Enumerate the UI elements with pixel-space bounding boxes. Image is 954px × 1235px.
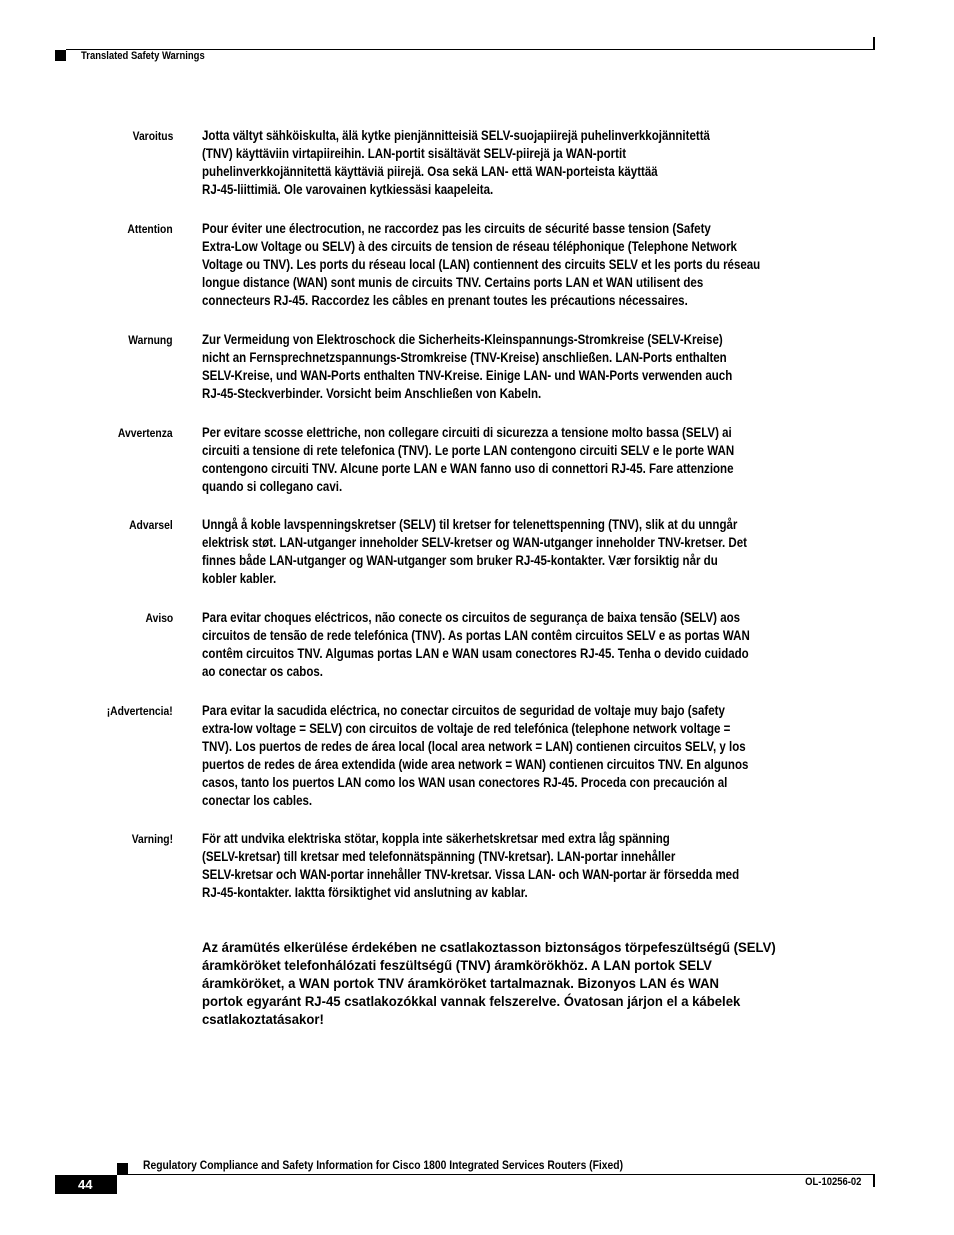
- warning-label: Warnung: [128, 333, 173, 347]
- text-line: csatlakoztatásakor!: [202, 1012, 324, 1027]
- text-line: RJ-45-kontakter. Iaktta försiktighet vid anslutning av kablar.: [202, 885, 528, 900]
- text-line: extra-low voltage = SELV) con circuitos de voltaje de red telefónica (telephone network voltage =: [202, 721, 731, 736]
- text-line: SELV-Kreise, und WAN-Ports enthalten TNV-Kreise. Einige LAN- und WAN-Ports verwenden auch: [202, 368, 733, 383]
- footer-marker: [117, 1163, 128, 1174]
- warning-text: [202, 516, 864, 588]
- warning-text: [202, 702, 864, 810]
- text-line: (SELV-kretsar) till kretsar med telefonnätspänning (TNV-kretsar). LAN-portar innehåller: [202, 849, 676, 864]
- warning-text: [202, 830, 864, 902]
- warning-label: Attention: [127, 222, 173, 236]
- text-line: Extra-Low Voltage ou SELV) à des circuits de tension de réseau téléphonique (Telephone Network: [202, 239, 737, 254]
- text-line: Jotta vältyt sähköiskulta, älä kytke pienjännitteisiä SELV-suojapiirejä puhelinverkkojännitettä: [202, 128, 710, 143]
- text-line: RJ-45-liittimiä. Ole varovainen kytkiessäsi kaapeleita.: [202, 182, 494, 197]
- doc-number: OL-10256-02: [804, 1176, 861, 1188]
- text-line: áramköröket telefonhálózati feszültségű (TNV) áramkörökhöz. A LAN portok SELV: [202, 958, 712, 973]
- footer-rule: [117, 1174, 874, 1175]
- text-line: TNV). Los puertos de redes de área local (local area network = LAN) contienen circuitos SELV, y los: [202, 739, 746, 754]
- text-line: SELV-kretsar och WAN-portar innehåller TNV-kretsar. Vissa LAN- och WAN-portar är försedda med: [202, 867, 740, 882]
- text-line: nicht an Fernsprechnetzspannungs-Stromkreise (TNV-Kreise) anschließen. LAN-Ports enthalten: [202, 350, 727, 365]
- text-line: circuiti a tensione di rete telefonica (TNV). Le porte LAN contengono circuiti SELV e le porte WAN: [202, 443, 735, 458]
- header-tick: [873, 37, 875, 50]
- text-line: connecteurs RJ-45. Raccordez les câbles en prenant toutes les précautions nécessaires.: [202, 293, 688, 308]
- warning-label: Advarsel: [129, 518, 173, 532]
- text-line: portok egyaránt RJ-45 csatlakozókkal vannak felszerelve. Óvatosan járjon el a kábelek: [202, 994, 741, 1009]
- text-line: contengono circuiti TNV. Alcune porte LAN e WAN fanno uso di connettori RJ-45. Fare attenzione: [202, 461, 734, 476]
- section-title: Translated Safety Warnings: [81, 50, 205, 62]
- text-line: Pour éviter une électrocution, ne raccordez pas les circuits de sécurité basse tension (Safety: [202, 221, 711, 236]
- warning-text: [202, 220, 864, 310]
- text-line: puertos de redes de área extendida (wide area network = WAN) contienen circuitos TNV. En algunos: [202, 757, 749, 772]
- warning-label: Varning!: [131, 832, 173, 846]
- text-line: longue distance (WAN) sont munis de circuits TNV. Certains ports LAN et WAN utilisent des: [202, 275, 704, 290]
- warning-text: [202, 331, 864, 403]
- warning-text: [202, 424, 864, 496]
- page-number: 44: [55, 1175, 117, 1194]
- text-line: Unngå å koble lavspenningskretser (SELV) til kretser for telenettspenning (TNV), slik at du unngår: [202, 517, 738, 532]
- text-line: Voltage ou TNV). Les ports du réseau local (LAN) contiennent des circuits SELV et les ports du réseau: [202, 257, 761, 272]
- warning-text: [202, 609, 864, 681]
- warning-label: Avvertenza: [118, 426, 173, 440]
- text-line: áramköröket, a WAN portok TNV áramköröket tartalmaznak. Bizonyos LAN és WAN: [202, 976, 720, 991]
- text-line: För att undvika elektriska stötar, koppla inte säkerhetskretsar med extra låg spänning: [202, 831, 670, 846]
- text-line: Az áramütés elkerülése érdekében ne csatlakoztasson biztonságos törpefeszültségű (SELV): [202, 940, 776, 955]
- text-line: kobler kabler.: [202, 571, 277, 586]
- text-line: conectar los cables.: [202, 793, 313, 808]
- warning-label: ¡Advertencia!: [107, 704, 173, 718]
- text-line: elektrisk støt. LAN-utganger inneholder SELV-kretser og WAN-utganger inneholder TNV-kretser. Det: [202, 535, 747, 550]
- text-line: finnes både LAN-utganger og WAN-utganger som bruker RJ-45-kontakter. Vær forsiktig når du: [202, 553, 718, 568]
- text-line: contêm circuitos TNV. Algumas portas LAN e WAN usam conectores RJ-45. Tenha o devido cuidado: [202, 646, 749, 661]
- text-line: ao conectar os cabos.: [202, 664, 323, 679]
- warning-text: [202, 939, 954, 1029]
- text-line: circuitos de tensão de rede telefónica (TNV). As portas LAN contêm circuitos SELV e as portas WAN: [202, 628, 750, 643]
- warning-label: Aviso: [145, 611, 173, 625]
- warning-text: [202, 127, 864, 199]
- text-line: Para evitar choques eléctricos, não conecte os circuitos de segurança de baixa tensão (SELV) aos: [202, 610, 741, 625]
- warning-label: Varoitus: [132, 129, 173, 143]
- header-marker: [55, 50, 66, 61]
- text-line: Zur Vermeidung von Elektroschock die Sicherheits-Kleinspannungs-Stromkreise (SELV-Kreise): [202, 332, 723, 347]
- footer-tick: [873, 1174, 875, 1187]
- text-line: RJ-45-Steckverbinder. Vorsicht beim Anschließen von Kabeln.: [202, 386, 542, 401]
- text-line: casos, tanto los puertos LAN como los WAN usan conectores RJ-45. Proceda con precaución al: [202, 775, 728, 790]
- text-line: quando si collegano cavi.: [202, 479, 343, 494]
- text-line: Per evitare scosse elettriche, non collegare circuiti di sicurezza a tensione molto bassa (SELV) ai: [202, 425, 732, 440]
- text-line: Para evitar la sacudida eléctrica, no conectar circuitos de seguridad de voltaje muy bajo (safety: [202, 703, 725, 718]
- footer-doc-title: Regulatory Compliance and Safety Information for Cisco 1800 Integrated Services Routers (Fixed): [143, 1158, 624, 1172]
- text-line: puhelinverkkojännitettä käyttäviä piirejä. Osa sekä LAN- että WAN-porteista käyttää: [202, 164, 658, 179]
- text-line: (TNV) käyttäviin virtapiireihin. LAN-portit sisältävät SELV-piirejä ja WAN-portit: [202, 146, 627, 161]
